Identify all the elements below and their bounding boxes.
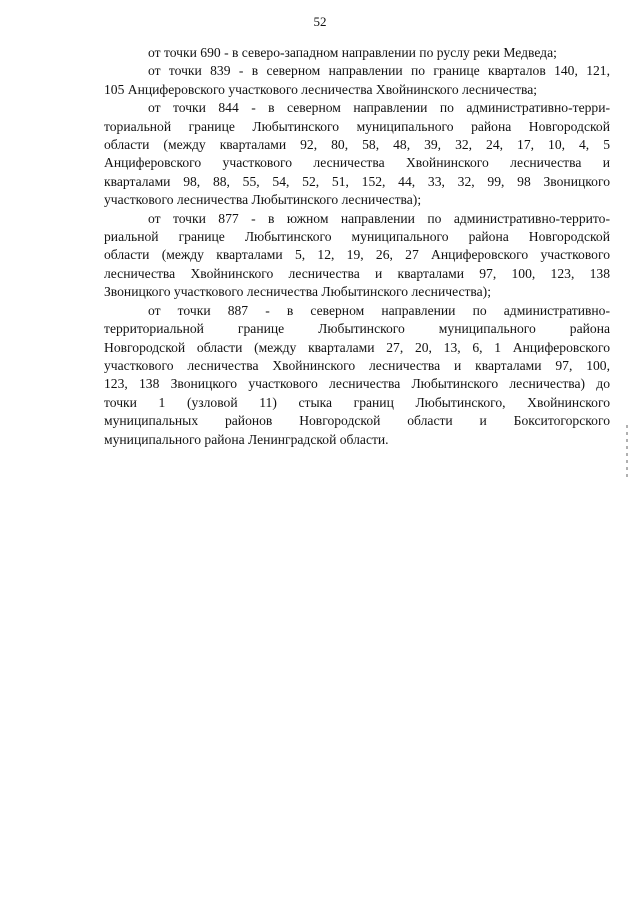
paragraph <box>104 44 610 62</box>
scan-mark <box>626 467 628 470</box>
scan-mark <box>626 474 628 477</box>
text-line: 123, 138 Звоницкого участкового лесничества Любытинского лесничества) до <box>104 376 610 392</box>
document-body <box>104 44 610 449</box>
text-line: 105 Анциферовского участкового лесничества Хвойнинского лесничества; <box>104 81 538 97</box>
scan-edge-marks <box>626 425 628 485</box>
scan-mark <box>626 439 628 442</box>
scan-mark <box>626 453 628 456</box>
text-line: муниципального района Ленинградской области. <box>104 431 389 447</box>
text-line: от точки 877 - в южном направлении по административно-террито- <box>148 210 610 226</box>
text-line: области (между кварталами 5, 12, 19, 26, 27 Анциферовского участкового <box>104 247 610 263</box>
text-line: Звоницкого участкового лесничества Любытинского лесничества); <box>104 284 491 300</box>
text-line: от точки 690 - в северо-западном направлении по руслу реки Медведа; <box>148 45 557 60</box>
text-line: лесничества Хвойнинского лесничества и кварталами 97, 100, 123, 138 <box>104 265 610 281</box>
scan-mark <box>626 432 628 435</box>
scan-mark <box>626 460 628 463</box>
text-line: участкового лесничества Хвойнинского лесничества и кварталами 97, 100, <box>104 357 610 373</box>
paragraph <box>104 99 610 209</box>
text-line: точки 1 (узловой 11) стыка границ Любытинского, Хвойнинского <box>104 394 610 410</box>
text-line: муниципальных районов Новгородской области и Бокситогорского <box>104 413 610 429</box>
paragraph <box>104 210 610 302</box>
text-line: от точки 844 - в северном направлении по административно-терри- <box>148 100 610 116</box>
text-line: участкового лесничества Любытинского лесничества); <box>104 192 422 208</box>
text-line: ториальной границе Любытинского муниципального района Новгородской <box>104 118 610 134</box>
text-line: риальной границе Любытинского муниципального района Новгородской <box>104 229 610 245</box>
text-line: кварталами 98, 88, 55, 54, 52, 51, 152, 44, 33, 32, 99, 98 Звоницкого <box>104 173 610 189</box>
paragraph <box>104 302 610 449</box>
text-line: от точки 839 - в северном направлении по границе кварталов 140, 121, <box>148 63 610 79</box>
page-number: 52 <box>313 14 327 29</box>
scan-mark <box>626 446 628 449</box>
text-line: территориальной границе Любытинского муниципального района <box>104 321 610 337</box>
text-line: области (между кварталами 92, 80, 58, 48, 39, 32, 24, 17, 10, 4, 5 <box>104 137 610 153</box>
scan-mark <box>626 425 628 428</box>
paragraph <box>104 62 610 99</box>
text-line: Новгородской области (между кварталами 27, 20, 13, 6, 1 Анциферовского <box>104 339 610 355</box>
text-line: Анциферовского участкового лесничества Хвойнинского лесничества и <box>104 155 610 171</box>
text-line: от точки 887 - в северном направлении по административно- <box>148 302 610 318</box>
